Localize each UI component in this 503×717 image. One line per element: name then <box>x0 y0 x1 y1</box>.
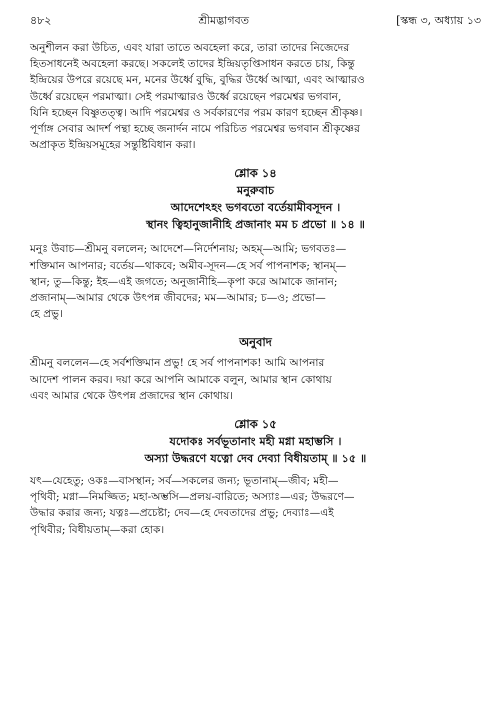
page-number: ৪৮২ <box>30 14 52 27</box>
verse-15-synonyms: যৎ—যেহেতু; ওকঃ—বাসস্থান; সর্ব—সকলের জন্য; ভূতানাম্—জীব; মহী— পৃথিবী; মগ্না—নিমজ্জিত; মহা-অম্ভসি—প্রলয়-বারিতে; অস্যাঃ—এর; উদ্ধরণে— উদ্ধার করার জন্য; যত্নঃ—প্রচেষ্টা; দেব—হে দেবতাদের প্রভু; দেব্যাঃ—এই পৃথিবীর; বিধীয়তাম্—করা হোক। <box>30 475 355 536</box>
verse-15-title: শ্লোক ১৫ <box>234 417 277 432</box>
verse-14-synonyms: মনুঃ উবাচ—শ্রীমনু বললেন; আদেশে—নির্দেশনায়; অহম্—আমি; ভগবতঃ— শক্তিমান আপনার; বর্তেয়—থাকবে; অমীব-সূদন—হে সর্ব পাপনাশক; স্থানম্— স্থান; তু—কিন্তু; ইহ—এই জগতে; অনুজানীহি—কৃপা করে আমাকে জানান; প্রজানাম্—আমার থেকে উৎপন্ন জীবদের; মম—আমার; চ—ও; প্রভো— হে প্রভু। <box>30 243 347 321</box>
verse-14-translation: শ্রীমনু বললেন—হে সর্বশক্তিমান প্রভু! হে সর্ব পাপনাশক! আমি আপনার আদেশ পালন করব। দয়া করে আপনি আমাকে বলুন, আমার স্থান কোথায় এবং আমার থেকে উৎপন্ন প্রজাদের স্থান কোথায়। <box>30 357 332 402</box>
translation-heading: অনুবাদ <box>239 335 272 350</box>
chapter-reference: [স্কন্ধ ৩, অধ্যায় ১৩ <box>396 14 481 27</box>
verse-15-text: যদোকঃ সর্বভূতানাং মহী মগ্না মহাম্ভসি । অস্যা উদ্ধরণে যত্নো দেব দেব্যা বিধীয়তাম্ ॥ ১৫ ॥ <box>144 434 367 466</box>
page-header <box>30 14 481 28</box>
verse-14-text: মনুরুবাচ আদেশেঽহং ভগবতো বর্তেয়ামীবসূদন । স্থানং ত্বিহানুজানীহি প্রজানাং মম চ প্রভো ॥ ১৪ ॥ <box>146 183 365 232</box>
book-title: শ্রীমদ্ভাগবত <box>198 14 249 27</box>
purport-paragraph: অনুশীলন করা উচিত, এবং যারা তাতে অবহেলা করে, তারা তাদের নিজেদের হিতসাধনেই অবহেলা করছে। সকলেই তাদের ইন্দ্রিয়তৃপ্তিসাধন করতে চায়, কিন্তু ইন্দ্রিয়ের উপরে রয়েছে মন, মনের উর্ধ্বে বুদ্ধি, বুদ্ধির উর্ধ্বে আত্মা, এবং আত্মারও উর্ধ্বে রয়েছেন পরমাত্মা। সেই পরমাত্মারও উর্ধ্বে রয়েছেন পরমেশ্বর ভগবান, যিনি হচ্ছেন বিষ্ণুতত্ত্ব। আদি পরমেশ্বর ও সর্বকারণের পরম কারণ হচ্ছেন শ্রীকৃষ্ণ। পূর্ণাঙ্গ সেবার আদর্শ পন্থা হচ্ছে জনার্দন নামে পরিচিত পরমেশ্বর ভগবান শ্রীকৃষ্ণের অপ্রাকৃত ইন্দ্রিয়সমূহের সন্তুষ্টিবিধান করা। <box>30 42 365 152</box>
verse-14-title: শ্লোক ১৪ <box>234 166 277 181</box>
